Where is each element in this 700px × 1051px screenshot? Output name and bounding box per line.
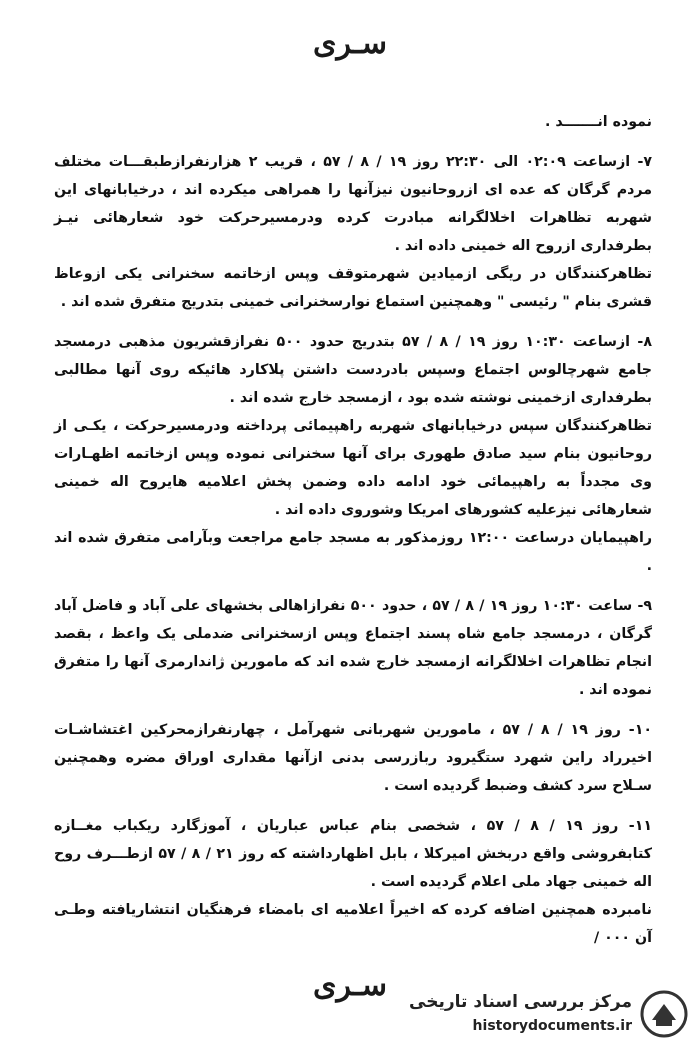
watermark — [409, 988, 692, 1044]
paragraph-intro: نموده انـــــــد . — [545, 114, 652, 130]
watermark-title: مرکز بررسی اسناد تاریخی — [409, 992, 632, 1012]
watermark-url[interactable]: historydocuments.ir — [472, 1018, 632, 1034]
archive-logo-icon — [640, 990, 688, 1038]
classification-bottom: سـری — [313, 968, 387, 1003]
paragraph-7-cont: تظاهرکنندگان در ریگی ازمیادین شهرمتوقف وپس ازخاتمه سخنرانی یکی ازوعاظ قشری بنام " رئیسی " وهمچنین استماع نوارسخنرانی خمینی بتدریج متفرق شده اند . — [54, 266, 652, 310]
paragraph-8-end: راهپیمایان درساعت ۱۲:۰۰ روزمذکور به مسجد جامع مراجعت وبآرامی متفرق شده اند . — [54, 530, 652, 574]
paragraph-9: ۹- ساعت ۱۰:۳۰ روز ۱۹ / ۸ / ۵۷ ، حدود ۵۰۰ نفرازاهالی بخشهای علی آباد و فاضل آباد گرگان ، درمسجد جامع شاه پسند اجتماع وپس ازسخنرانی ضدملی یک واعظ ، بقصد انجام تظاهرات اخلالگرانه ازمسجد خارج شده اند که مامورین ژاندارمری آنها را متفرق نموده اند . — [54, 598, 652, 698]
paragraph-11: ۱۱- روز ۱۹ / ۸ / ۵۷ ، شخصی بنام عباس عباریان ، آموزگارد ریکباب مغــازه کتابفروشی واقع دربخش امیرکلا ، بابل اظهارداشته که روز ۲۱ / ۸ / ۵۷ ازطـــرف روح اله خمینی جهاد ملی اعلام گردیده است . — [54, 818, 653, 890]
document-body — [54, 108, 652, 952]
paragraph-10: ۱۰- روز ۱۹ / ۸ / ۵۷ ، مامورین شهربانی شهرآمل ، چهارنفرازمحرکین اغتشاشـات اخیرراد راین شهرد ستگیرود ربازرسی بدنی ازآنها مقداری اوراق مضره وهمچنین سـلاح سرد کشف وضبط گردیده است . — [54, 722, 653, 794]
paragraph-8: ۸- ازساعت ۱۰:۳۰ روز ۱۹ / ۸ / ۵۷ بتدریج حدود ۵۰۰ نفرازقشریون مذهبی درمسجد جامع شهرچالوس اجتماع وسپس بادردست داشتن پلاکارد هائیکه روی آنها مطالبی بطرفداری ازخمینی نوشته شده بود ، ازمسجد خارج شده اند . — [54, 334, 652, 406]
paragraph-8-cont: تظاهرکنندگان سپس درخیابانهای شهربه راهپیمائی پرداخته ودرمسیرحرکت ، یکـی از روحانیون بنام سید صادق طهوری برای آنها سخنرانی نموده وپس ازخاتمه اظهـارات وی مجدداً به راهپیمائی خود ادامه داده وضمن پخش اعلامیه هایروح اله خمینی شعارهائی نیزعلیه کشورهای امریکا وشوروی داده اند . — [54, 418, 652, 518]
classification-top: سـری — [313, 26, 387, 61]
paragraph-7: ۷- ازساعت ۰۲:۰۹ الی ۲۲:۳۰ روز ۱۹ / ۸ / ۵۷ ، قریب ۲ هزارنفرازطبقـــات مختلف مردم گرگان که عده ای ازروحانیون نیزآنها را همراهی میکرده اند ، درخیابانهای این شهربه تظاهرات اخلالگرانه مبادرت کرده ودرمسیرحرکت خود شعارهائی نیـز بطرفداری ازروح اله خمینی داده اند . — [54, 154, 653, 254]
paragraph-11-cont: نامبرده همچنین اضافه کرده که اخیراً اعلامیه ای بامضاء فرهنگیان انتشاریافته وطـی آن ۰۰۰ / — [54, 902, 652, 946]
